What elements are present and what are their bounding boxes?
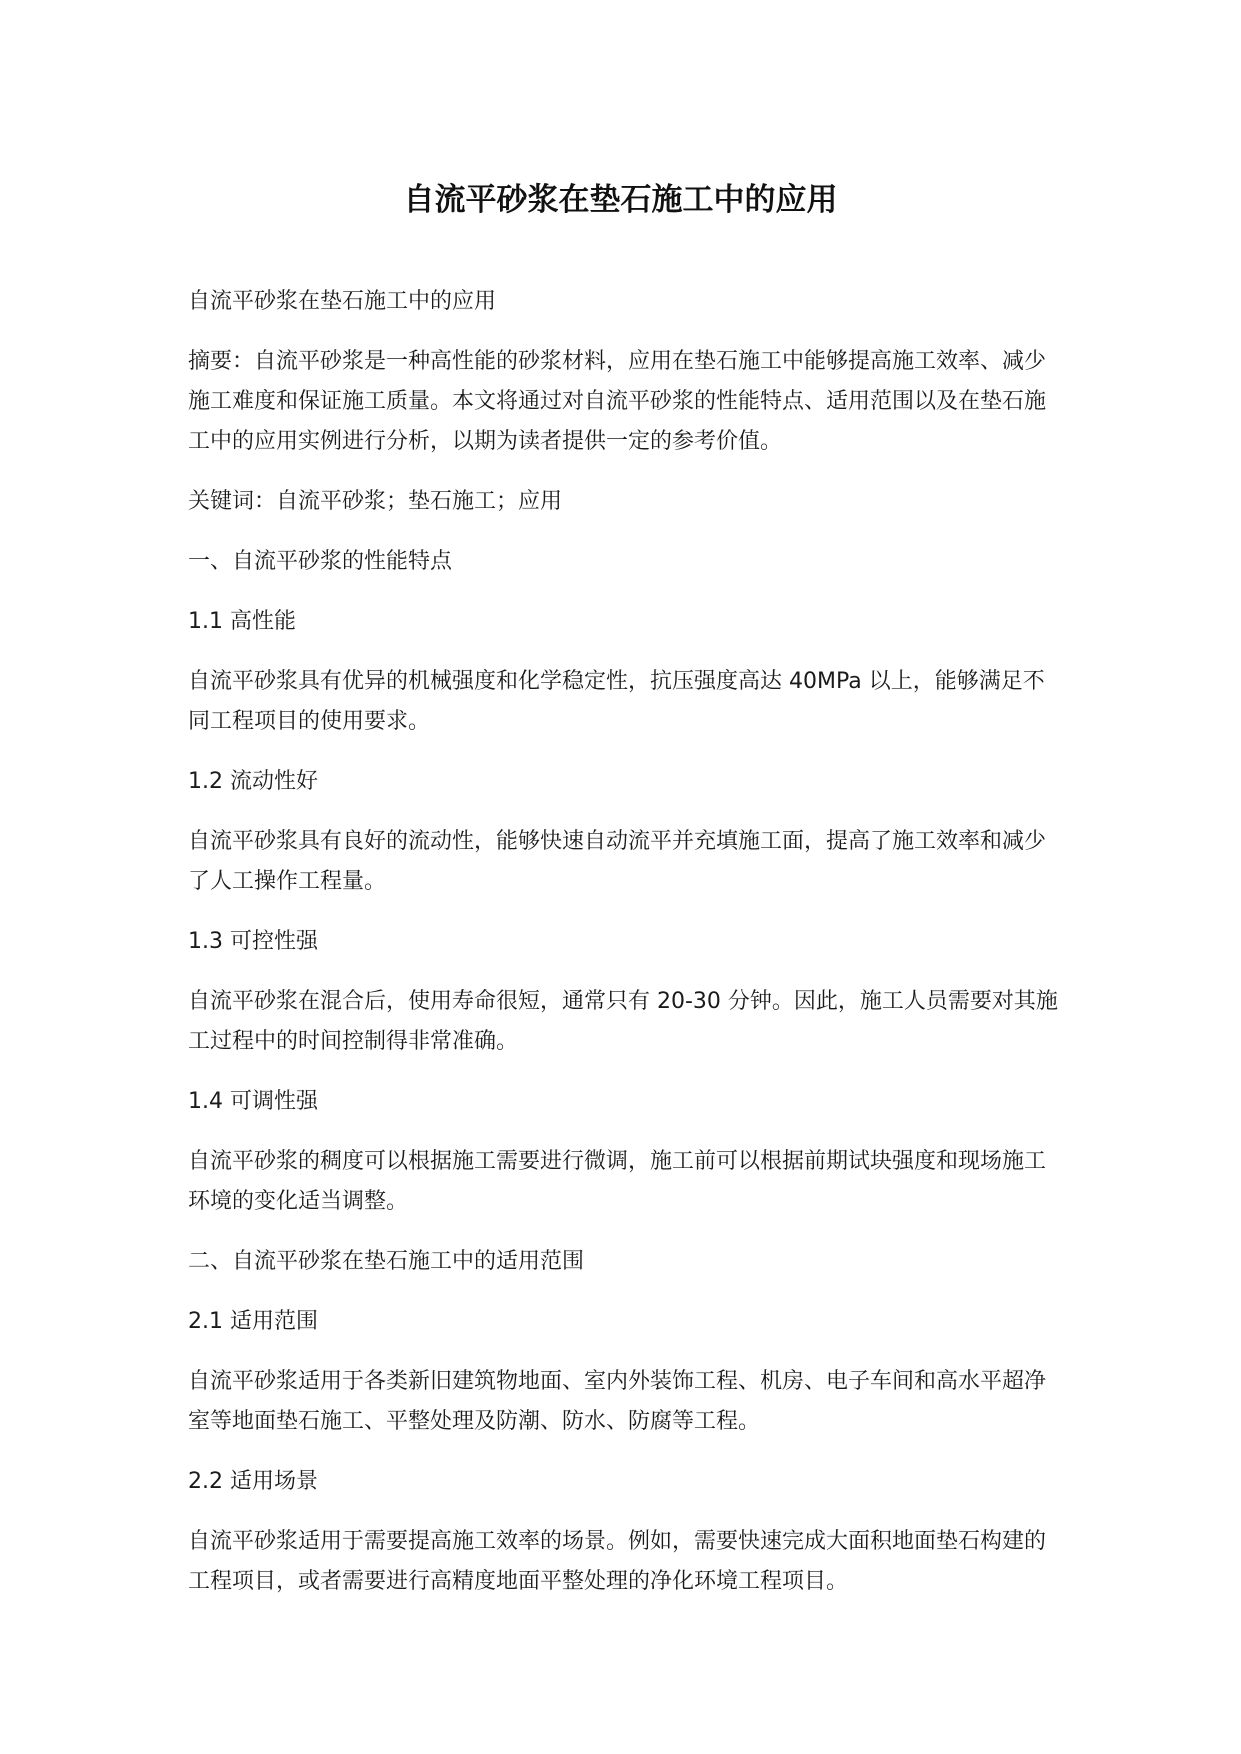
body-paragraph: 自流平砂浆具有良好的流动性，能够快速自动流平并充填施工面，提高了施工效率和减少了人工操作工程量。 — [188, 829, 1047, 894]
subsection-heading: 1.2 流动性好 — [188, 769, 318, 794]
subsection-heading: 1.4 可调性强 — [188, 1089, 318, 1114]
subtitle-paragraph: 自流平砂浆在垫石施工中的应用 — [188, 289, 497, 314]
document-body — [188, 282, 1058, 1602]
body-paragraph: 自流平砂浆的稠度可以根据施工需要进行微调，施工前可以根据前期试块强度和现场施工环境的变化适当调整。 — [188, 1149, 1047, 1214]
body-paragraph: 自流平砂浆具有优异的机械强度和化学稳定性，抗压强度高达 40MPa 以上，能够满足不同工程项目的使用要求。 — [188, 669, 1045, 734]
body-paragraph: 自流平砂浆适用于各类新旧建筑物地面、室内外装饰工程、机房、电子车间和高水平超净室等地面垫石施工、平整处理及防潮、防水、防腐等工程。 — [188, 1369, 1047, 1434]
subsection-heading: 2.2 适用场景 — [188, 1469, 318, 1494]
section-heading: 二、自流平砂浆在垫石施工中的适用范围 — [188, 1249, 585, 1274]
body-paragraph: 自流平砂浆适用于需要提高施工效率的场景。例如，需要快速完成大面积地面垫石构建的工程项目，或者需要进行高精度地面平整处理的净化环境工程项目。 — [188, 1529, 1047, 1594]
keywords-paragraph: 关键词：自流平砂浆；垫石施工；应用 — [188, 489, 563, 514]
subsection-heading: 2.1 适用范围 — [188, 1309, 318, 1334]
subsection-heading: 1.1 高性能 — [188, 609, 296, 634]
section-heading: 一、自流平砂浆的性能特点 — [188, 549, 453, 574]
abstract-paragraph: 摘要：自流平砂浆是一种高性能的砂浆材料，应用在垫石施工中能够提高施工效率、减少施工难度和保证施工质量。本文将通过对自流平砂浆的性能特点、适用范围以及在垫石施工中的应用实例进行分析，以期为读者提供一定的参考价值。 — [188, 349, 1047, 454]
subsection-heading: 1.3 可控性强 — [188, 929, 318, 954]
document-title: 自流平砂浆在垫石施工中的应用 — [403, 182, 838, 218]
body-paragraph: 自流平砂浆在混合后，使用寿命很短，通常只有 20-30 分钟。因此，施工人员需要对其施工过程中的时间控制得非常准确。 — [188, 989, 1058, 1054]
